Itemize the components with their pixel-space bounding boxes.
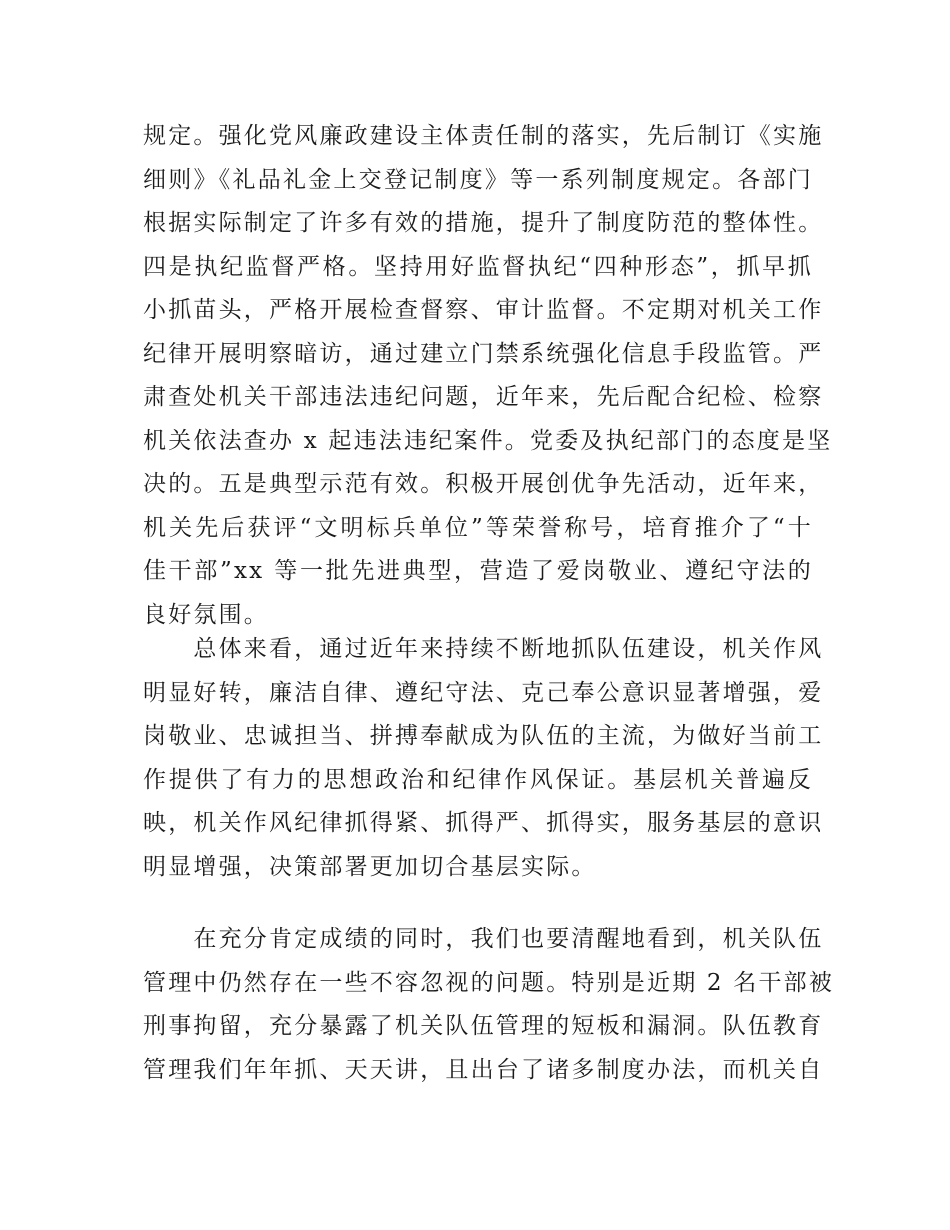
text-line: 纪律开展明察暗访，通过建立门禁系统强化信息手段监管。严 [143, 340, 824, 367]
text-line: 根据实际制定了许多有效的措施，提升了制度防范的整体性。 [143, 210, 824, 236]
text-line: 四是执纪监督严格。坚持用好监督执纪“四种形态”，抓早抓 [143, 253, 813, 280]
text-line: 刑事拘留，充分暴露了机关队伍管理的短板和漏洞。队伍教育 [143, 1013, 824, 1039]
text-line: 良好氛围。 [143, 601, 269, 628]
paragraph-1 [143, 115, 833, 637]
text-line: 总体来看，通过近年来持续不断地抓队伍建设，机关作风 [143, 636, 824, 662]
paragraph-2 [143, 628, 824, 889]
text-line: 作提供了有力的思想政治和纪律作风保证。基层机关普遍反 [143, 766, 813, 793]
text-line: 管理中仍然存在一些不容忽视的问题。特别是近期 2 名干部被 [143, 969, 835, 996]
text-line: 在充分肯定成绩的同时，我们也要清醒地看到，机关队伍 [143, 926, 824, 952]
text-line: 岗敬业、忠诚担当、拼搏奉献成为队伍的主流，为做好当前工 [143, 723, 824, 749]
text-line: 肃查处机关干部违法违纪问题，近年来，先后配合纪检、检察 [143, 384, 824, 410]
text-line: 明显好转，廉洁自律、遵纪守法、克己奉公意识显著增强，爱 [143, 679, 824, 706]
text-line: 明显增强，决策部署更加切合基层实际。 [143, 853, 597, 880]
text-line: 映，机关作风纪律抓得紧、抓得严、抓得实，服务基层的意识 [143, 810, 824, 836]
text-line: 管理我们年年抓、天天讲，且出台了诸多制度办法，而机关自 [143, 1056, 824, 1083]
text-line: 机关先后获评“文明标兵单位”等荣誉称号，培育推介了“十 [143, 514, 813, 541]
text-line: 规定。强化党风廉政建设主体责任制的落实，先后制订《实施 [143, 123, 824, 149]
text-line: 小抓苗头，严格开展检查督察、审计监督。不定期对机关工作 [143, 297, 824, 323]
text-line: 机关依法查办 x 起违法违纪案件。党委及执纪部门的态度是坚 [143, 427, 833, 454]
text-line: 决的。五是典型示范有效。积极开展创优争先活动，近年来， [143, 471, 824, 497]
text-line: 佳干部”xx 等一批先进典型，营造了爱岗敬业、遵纪守法的 [143, 558, 813, 584]
text-line: 细则》《礼品礼金上交登记制度》等一系列制度规定。各部门 [143, 166, 813, 193]
paragraph-3 [143, 918, 835, 1092]
